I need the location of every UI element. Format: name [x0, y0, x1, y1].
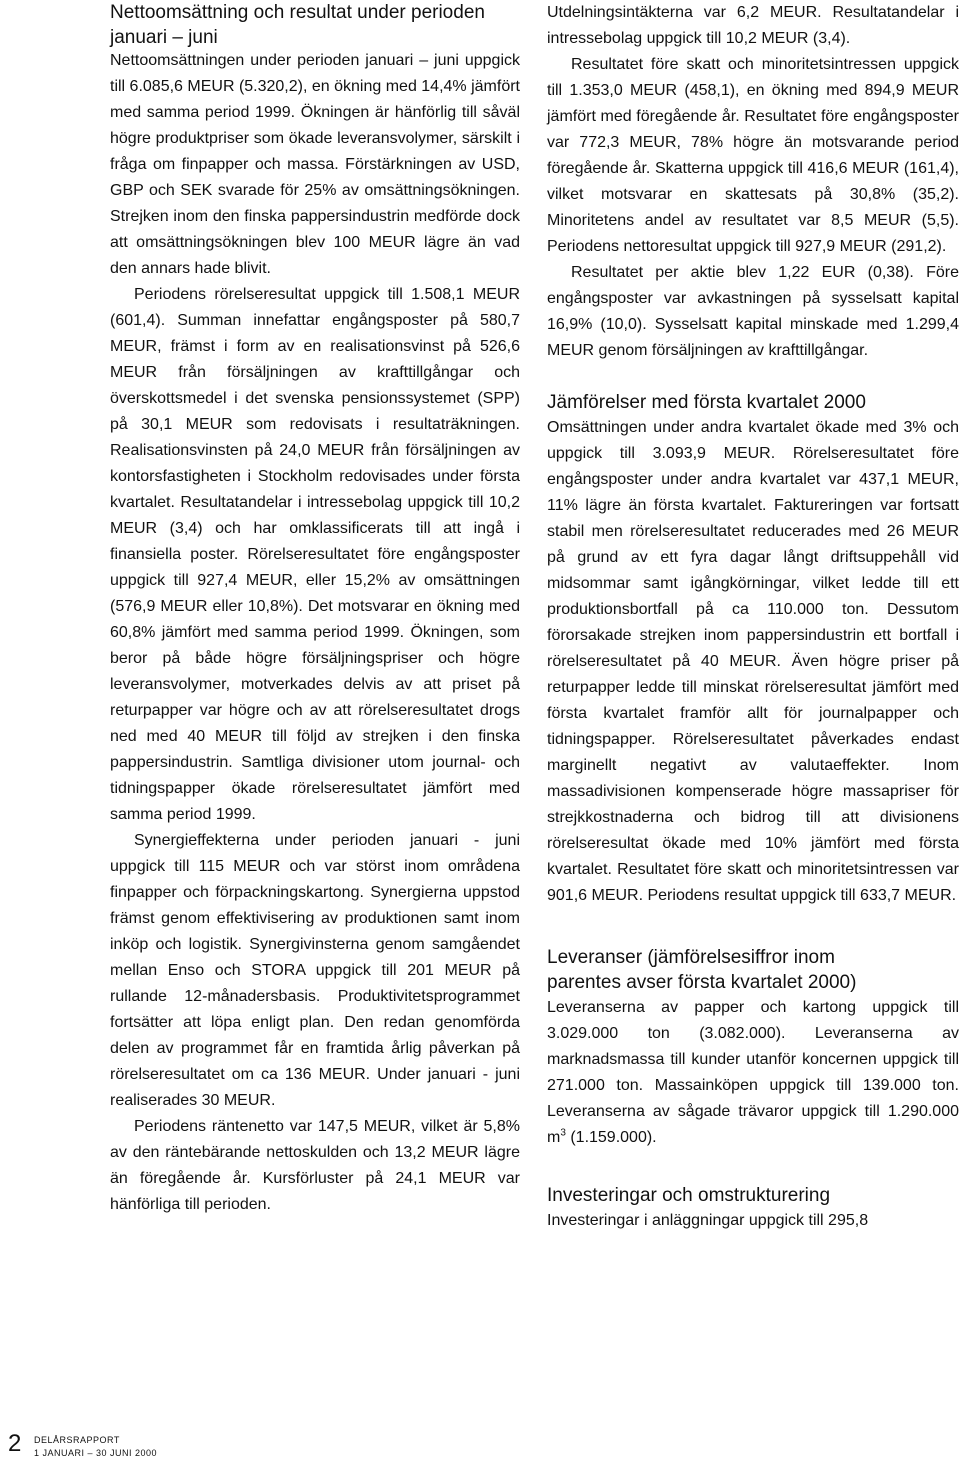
paragraph-synergies: Synergieffekterna under perioden januari - juni uppgick till 115 MEUR och var störst inom områdena finpapper och förpackningskartong. Synergierna uppstod främst genom effektivisering av produktionen samt inom inköp och logistik. Synergivinsterna genom samgåendet mellan Enso och STORA uppgick till 201 MEUR på rullande 12-månadersbasis. Produktivitetsprogrammet fortsätter att löpa enligt plan. Den redan genomförda delen av programmet får en framtida årlig påverkan på rörelseresultatet om ca 136 MEUR. Under januari - juni realiserades 30 MEUR. — [110, 832, 520, 1109]
paragraph-investments: Investeringar i anläggningar uppgick till 295,8 — [547, 1212, 869, 1229]
deliveries-heading-line1: Leveranser (jämförelsesiffror inom — [547, 947, 835, 968]
page-number: 2 — [8, 1430, 22, 1457]
left-column — [110, 0, 520, 1218]
footer-report-title: DELÅRSRAPPORT — [34, 1435, 120, 1445]
page-footer — [0, 1428, 300, 1468]
paragraph-q1-comparison: Omsättningen under andra kvartalet ökade med 3% och uppgick till 3.093,9 MEUR. Rörelseresultatet före engångsposter under andra kvartalet var 437,1 MEUR, 11% lägre än första kvartalet. Faktureringen var fortsatt stabil men rörelseresultatet reducerades med 26 MEUR på grund av ett fyra dagar långt driftsuppehåll vid midsommar samt igångkörningar, vilket ledde till ett produktionsbortfall på ca 110.000 ton. Dessutom förorsakade strejken inom pappersindustrin ett bortfall i rörelseresultatet på 40 MEUR. Även högre priser på returpapper ledde till minskat rörelseresultat jämfört med första kvartalet framför allt för journalpapper och tidningspapper. Rörelseresultatet påverkades endast marginellt negativt av valutaeffekter. Inom massadivisionen kompenserade högre massapriser för strejkkostnaderna och bidrog till att divisionens rörelseresultat ökade med 10% jämfört med första kvartalet. Resultatet före skatt och minoritetsintressen var 901,6 MEUR. Periodens resultat uppgick till 633,7 MEUR. — [547, 419, 959, 904]
deliveries-heading-line2: parentes avser första kvartalet 2000) — [547, 972, 857, 993]
right-column — [547, 0, 959, 1234]
section-heading-deliveries — [547, 945, 959, 995]
section-heading-q1-comparison: Jämförelser med första kvartalet 2000 — [547, 392, 866, 413]
footer-date-range: 1 JANUARI – 30 JUNI 2000 — [34, 1448, 158, 1458]
paragraph-earnings-per-share: Resultatet per aktie blev 1,22 EUR (0,38). Före engångsposter var avkastningen på sysselsatt kapital 16,9% (10,0). Sysselsatt kapital minskade med 1.299,4 MEUR genom försäljningen av krafttillgångar. — [547, 264, 959, 359]
deliveries-text: Leveranserna av papper och kartong uppgick till 3.029.000 ton (3.082.000). Leveranserna av marknadsmassa till kunder utanför koncernen uppgick till 271.000 ton. Massainköpen uppgick till 139.000 ton. Leveranserna av sågade trävaror uppgick till 1.290.000 m — [547, 999, 959, 1146]
paragraph-operating-profit: Periodens rörelseresultat uppgick till 1.508,1 MEUR (601,4). Summan innefattar engångsposter på 580,7 MEUR, främst i form av en realisationsvinst på 526,6 MEUR från försäljningen av krafttillgångar och överskottsmedel i det svenska pensionssystemet (SPP) på 30,1 MEUR som redovisats i resultaträkningen. Realisationsvinsten på 24,0 MEUR från försäljningen av kontorsfastigheten i Stockholm redovisades under första kvartalet. Resultatandelar i intressebolag uppgick till 10,2 MEUR (3,4) och har omklassificerats till att ingå i finansiella poster. Rörelseresultatet före engångsposter uppgick till 927,4 MEUR, eller 15,2% av omsättningen (576,9 MEUR eller 10,8%). Det motsvarar en ökning med 60,8% jämfört med samma period 1999. Ökningen, som beror på både högre försäljningspriser och högre leveransvolymer, motverkades delvis av att priset på returpapper var högre och av att rörelseresultatet drogs ned med 40 MEUR till följd av strejken i den finska pappersindustrin. Samtliga divisioner utom journal- och tidningspapper ökade rörelseresultatet jämfört med samma period 1999. — [110, 286, 520, 823]
deliveries-text-tail: (1.159.000). — [565, 1129, 657, 1146]
paragraph-dividend-income: Utdelningsintäkterna var 6,2 MEUR. Resultatandelar i intressebolag uppgick till 10,2 MEUR (3,4). — [547, 4, 959, 47]
section-heading-net-sales: Nettoomsättning och resultat under perioden januari – juni — [110, 2, 485, 48]
paragraph-profit-before-tax: Resultatet före skatt och minoritetsintressen uppgick till 1.353,0 MEUR (458,1), en ökning med 894,9 MEUR jämfört med föregående år. Resultatet före engångsposter var 772,3 MEUR, 78% högre än motsvarande period föregående år. Skatterna uppgick till 416,6 MEUR (161,4), vilket motsvarar en skattesats på 30,8% (35,2). Minoritetens andel av resultatet var 8,5 MEUR (5,5). Periodens nettoresultat uppgick till 927,9 MEUR (291,2). — [547, 56, 959, 255]
paragraph-net-sales: Nettoomsättningen under perioden januari – juni uppgick till 6.085,6 MEUR (5.320,2), en ökning med 14,4% jämfört med samma period 1999. Ökningen är hänförlig till såväl högre produktpriser som ökade leveransvolymer, särskilt i fråga om finpapper och massa. Förstärkningen av USD, GBP och SEK svarade för 25% av omsättningsökningen. Strejken inom den finska pappersindustrin medförde dock att omsättningsökningen blev 100 MEUR lägre än vad den annars hade blivit. — [110, 52, 520, 277]
paragraph-net-interest: Periodens räntenetto var 147,5 MEUR, vilket är 5,8% av den räntebärande nettoskulden och 13,2 MEUR lägre än föregående år. Kursförluster på 24,1 MEUR var hänförliga till perioden. — [110, 1118, 520, 1213]
cubic-superscript: 3 — [560, 1127, 566, 1139]
section-heading-investments: Investeringar och omstrukturering — [547, 1185, 831, 1206]
paragraph-deliveries — [547, 995, 959, 1151]
